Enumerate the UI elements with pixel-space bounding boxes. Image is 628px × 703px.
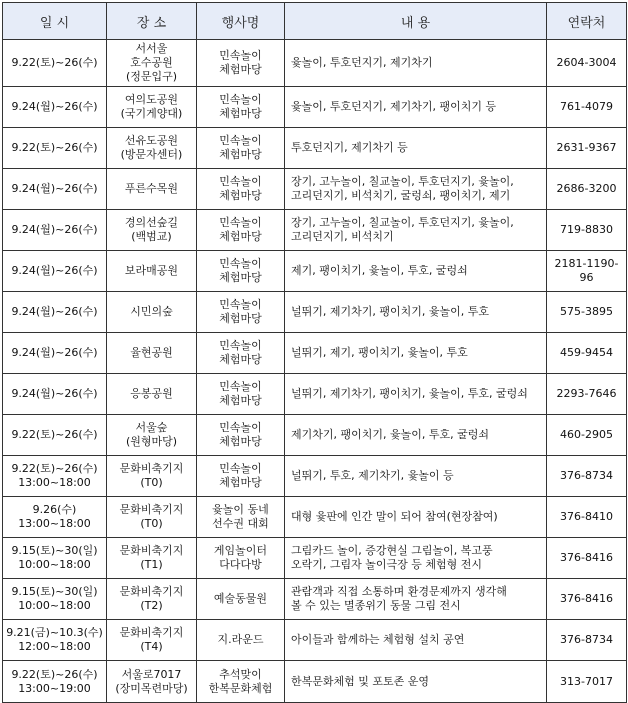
event-cell: 민속놀이 체험마당 [197,87,285,128]
place-cell: 서울로7017 (장미목련마당) [107,661,197,703]
event-cell: 윷놀이 동네 선수권 대회 [197,497,285,538]
content-cell: 그림카드 놀이, 증강현실 그림놀이, 복고풍 오락기, 그림자 놀이극장 등 체험형 전시 [285,538,547,579]
content-cell: 아이들과 함께하는 체험형 설치 공연 [285,620,547,661]
contact-cell: 376-8416 [547,579,627,620]
place-cell: 푸른수목원 [107,169,197,210]
table-row [3,456,627,497]
header-date: 일 시 [3,3,107,40]
contact-cell: 719-8830 [547,210,627,251]
content-cell: 널뛰기, 제기, 팽이치기, 윷놀이, 투호 [285,333,547,374]
header-content: 내 용 [285,3,547,40]
contact-cell: 2181-1190- 96 [547,251,627,292]
date-cell: 9.24(월)~26(수) [3,374,107,415]
table-row [3,169,627,210]
header-event: 행사명 [197,3,285,40]
contact-cell: 376-8416 [547,538,627,579]
table-row [3,40,627,87]
place-cell: 문화비축기지 (T4) [107,620,197,661]
content-cell: 대형 윷판에 인간 말이 되어 참여(현장참여) [285,497,547,538]
table-row [3,620,627,661]
event-cell: 민속놀이 체험마당 [197,40,285,87]
date-cell: 9.15(토)~30(일) 10:00~18:00 [3,538,107,579]
event-cell: 민속놀이 체험마당 [197,456,285,497]
event-cell: 민속놀이 체험마당 [197,415,285,456]
table-row [3,415,627,456]
event-cell: 민속놀이 체험마당 [197,210,285,251]
date-cell: 9.24(월)~26(수) [3,210,107,251]
content-cell: 관람객과 직접 소통하며 환경문제까지 생각해 볼 수 있는 멸종위기 동물 그림 전시 [285,579,547,620]
place-cell: 문화비축기지 (T0) [107,497,197,538]
date-cell: 9.22(토)~26(수) [3,415,107,456]
place-cell: 서울숲 (원형마당) [107,415,197,456]
date-cell: 9.22(토)~26(수) [3,40,107,87]
header-place: 장 소 [107,3,197,40]
contact-cell: 376-8410 [547,497,627,538]
header-row [3,3,627,40]
place-cell: 선유도공원 (방문자센터) [107,128,197,169]
date-cell: 9.24(월)~26(수) [3,251,107,292]
table-row [3,87,627,128]
event-cell: 게임놀이터 다다다방 [197,538,285,579]
content-cell: 투호던지기, 제기차기 등 [285,128,547,169]
place-cell: 서서울 호수공원 (정문입구) [107,40,197,87]
place-cell: 문화비축기지 (T2) [107,579,197,620]
contact-cell: 2686-3200 [547,169,627,210]
table-row [3,579,627,620]
table-row [3,538,627,579]
contact-cell: 460-2905 [547,415,627,456]
content-cell: 제기차기, 팽이치기, 윷놀이, 투호, 굴렁쇠 [285,415,547,456]
content-cell: 널뛰기, 제기차기, 팽이치기, 윷놀이, 투호 [285,292,547,333]
event-cell: 민속놀이 체험마당 [197,251,285,292]
place-cell: 율현공원 [107,333,197,374]
content-cell: 한복문화체험 및 포토존 운영 [285,661,547,703]
contact-cell: 761-4079 [547,87,627,128]
table-row [3,333,627,374]
content-cell: 장기, 고누놀이, 칠교놀이, 투호던지기, 윷놀이, 고리던지기, 비석치기 [285,210,547,251]
place-cell: 보라매공원 [107,251,197,292]
date-cell: 9.24(월)~26(수) [3,292,107,333]
table-row [3,210,627,251]
date-cell: 9.21(금)~10.3(수) 12:00~18:00 [3,620,107,661]
date-cell: 9.22(토)~26(수) 13:00~19:00 [3,661,107,703]
table-row [3,661,627,703]
contact-cell: 376-8734 [547,456,627,497]
content-cell: 윷놀이, 투호던지기, 제기차기 [285,40,547,87]
contact-cell: 376-8734 [547,620,627,661]
date-cell: 9.22(토)~26(수) [3,128,107,169]
table-row [3,374,627,415]
place-cell: 시민의숲 [107,292,197,333]
content-cell: 장기, 고누놀이, 칠교놀이, 투호던지기, 윷놀이, 고리던지기, 비석치기, 굴렁쇠, 팽이치기, 제기 [285,169,547,210]
event-cell: 민속놀이 체험마당 [197,128,285,169]
date-cell: 9.24(월)~26(수) [3,333,107,374]
place-cell: 문화비축기지 (T1) [107,538,197,579]
date-cell: 9.24(월)~26(수) [3,169,107,210]
content-cell: 제기, 팽이치기, 윷놀이, 투호, 굴렁쇠 [285,251,547,292]
place-cell: 여의도공원 (국기게양대) [107,87,197,128]
event-cell: 민속놀이 체험마당 [197,292,285,333]
date-cell: 9.24(월)~26(수) [3,87,107,128]
place-cell: 응봉공원 [107,374,197,415]
event-cell: 민속놀이 체험마당 [197,169,285,210]
date-cell: 9.26(수) 13:00~18:00 [3,497,107,538]
event-cell: 예술동물원 [197,579,285,620]
event-schedule-table [2,2,627,703]
table-row [3,251,627,292]
place-cell: 경의선숲길 (백범교) [107,210,197,251]
table-row [3,292,627,333]
contact-cell: 2631-9367 [547,128,627,169]
header-contact: 연락처 [547,3,627,40]
event-cell: 추석맞이 한복문화체험 [197,661,285,703]
table-row [3,128,627,169]
contact-cell: 313-7017 [547,661,627,703]
content-cell: 윷놀이, 투호던지기, 제기차기, 팽이치기 등 [285,87,547,128]
event-cell: 민속놀이 체험마당 [197,374,285,415]
event-cell: 지.라운드 [197,620,285,661]
content-cell: 널뛰기, 제기차기, 팽이치기, 윷놀이, 투호, 굴렁쇠 [285,374,547,415]
contact-cell: 459-9454 [547,333,627,374]
event-cell: 민속놀이 체험마당 [197,333,285,374]
date-cell: 9.22(토)~26(수) 13:00~18:00 [3,456,107,497]
content-cell: 널뛰기, 투호, 제기차기, 윷놀이 등 [285,456,547,497]
contact-cell: 2293-7646 [547,374,627,415]
place-cell: 문화비축기지 (T0) [107,456,197,497]
contact-cell: 575-3895 [547,292,627,333]
table-row [3,497,627,538]
date-cell: 9.15(토)~30(일) 10:00~18:00 [3,579,107,620]
contact-cell: 2604-3004 [547,40,627,87]
